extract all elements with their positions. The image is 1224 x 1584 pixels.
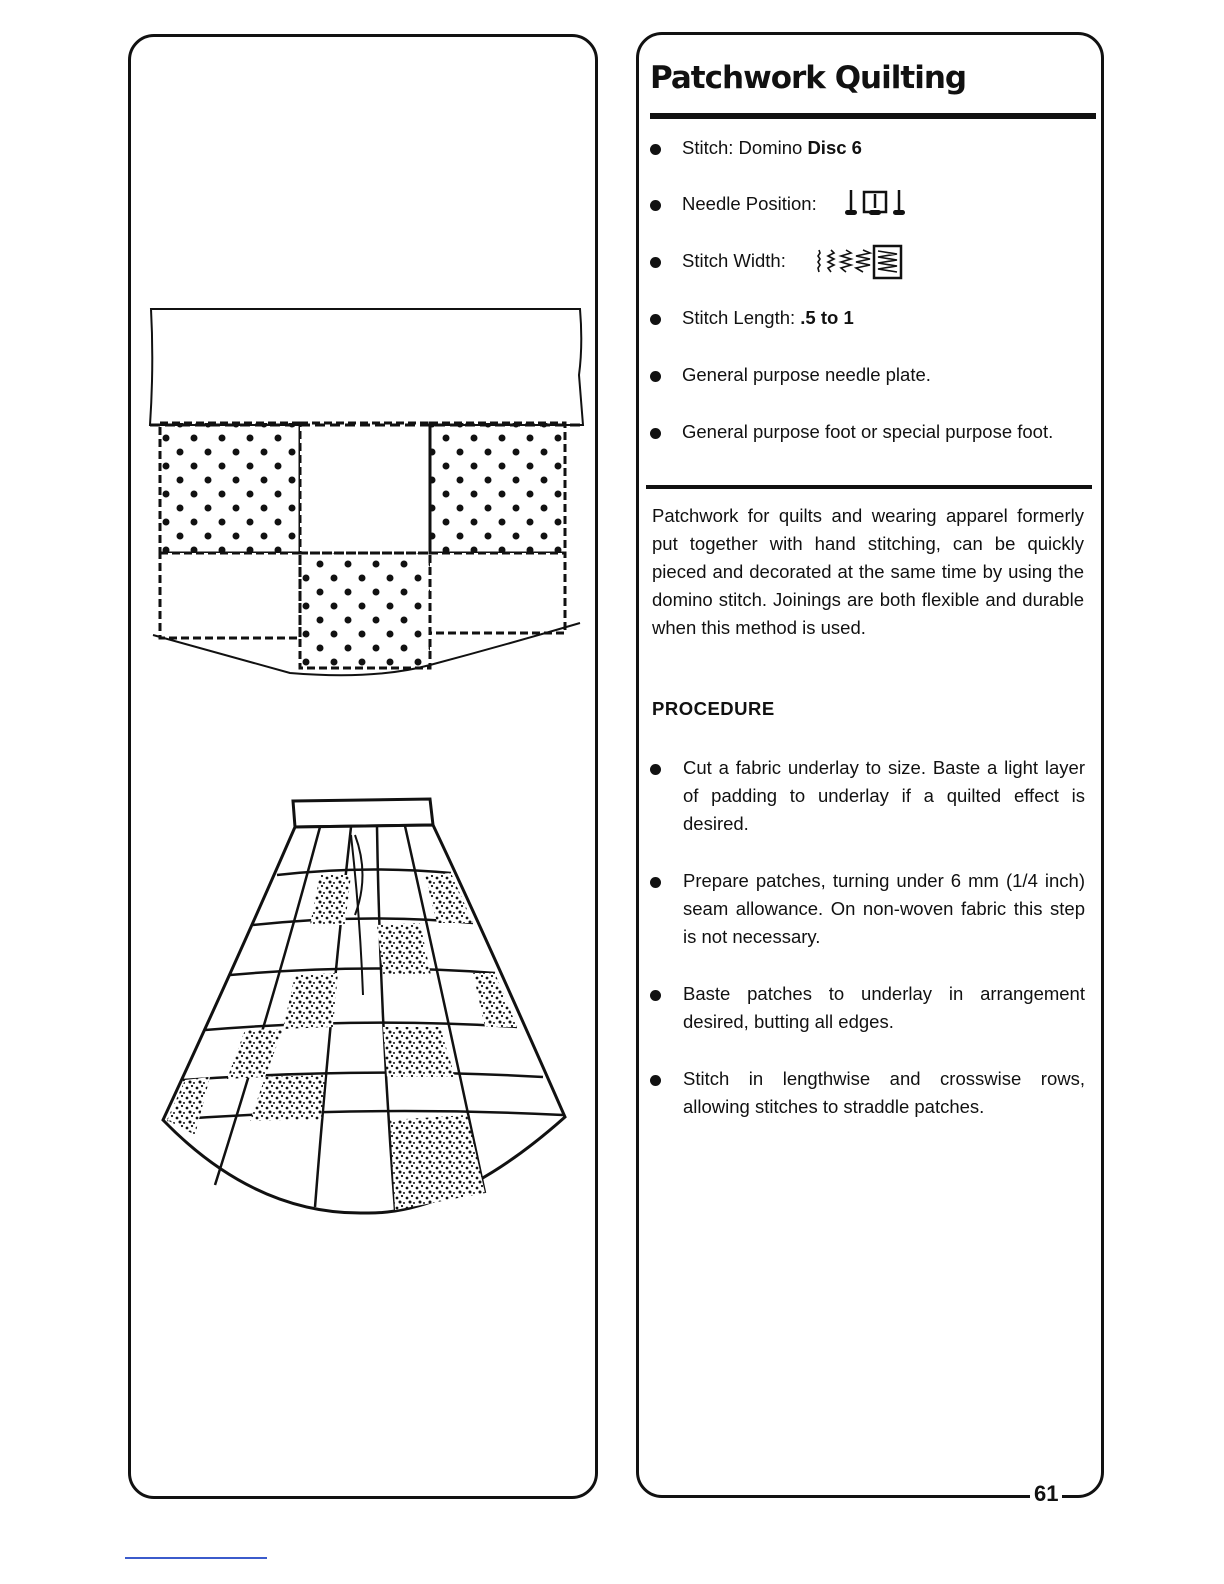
stitch-disc: Disc 6 bbox=[807, 137, 862, 158]
procedure-step-text: Prepare patches, turning under 6 mm (1/4 inch) seam allowance. On non-woven fabric this step is not necessary. bbox=[683, 870, 1085, 947]
page-number: 61 bbox=[1030, 1481, 1062, 1507]
page-title: Patchwork Quilting bbox=[650, 60, 967, 96]
bullet-icon bbox=[650, 257, 661, 268]
procedure-step-text: Stitch in lengthwise and crosswise rows, allowing stitches to straddle patches. bbox=[683, 1068, 1085, 1117]
patchwork-panel-icon bbox=[145, 305, 590, 685]
procedure-step-text: Cut a fabric underlay to size. Baste a light layer of padding to underlay if a quilted effect is desired. bbox=[683, 757, 1085, 834]
patchwork-skirt-icon bbox=[155, 795, 580, 1220]
stitch-label: Stitch: Domino bbox=[682, 137, 808, 158]
footer-link-line bbox=[125, 1557, 267, 1559]
stitch-length-value: .5 to 1 bbox=[800, 307, 854, 328]
foot-text: General purpose foot or special purpose foot. bbox=[682, 421, 1054, 442]
bullet-icon bbox=[650, 144, 661, 155]
intro-paragraph: Patchwork for quilts and wearing apparel formerly put together with hand stitching, can be quickly pieced and decorated at the same time by using the domino stitch. Joinings are both flexible and durable when this method is used. bbox=[652, 505, 1084, 638]
bullet-icon bbox=[650, 1075, 661, 1086]
bullet-icon bbox=[650, 877, 661, 888]
procedure-heading: PROCEDURE bbox=[652, 698, 775, 719]
needle-position-icon bbox=[843, 188, 907, 218]
bullet-icon bbox=[650, 200, 661, 211]
stitch-width-icon bbox=[815, 244, 905, 280]
needle-position-label: Needle Position: bbox=[682, 193, 817, 214]
stitch-width-label: Stitch Width: bbox=[682, 250, 786, 271]
stitch-length-label: Stitch Length: bbox=[682, 307, 801, 328]
bullet-icon bbox=[650, 371, 661, 382]
procedure-step-text: Baste patches to underlay in arrangement desired, butting all edges. bbox=[683, 983, 1085, 1032]
illustration-panel bbox=[128, 34, 598, 1499]
bullet-icon bbox=[650, 990, 661, 1001]
section-divider bbox=[646, 485, 1092, 489]
needle-plate-text: General purpose needle plate. bbox=[682, 364, 931, 385]
title-divider bbox=[650, 113, 1096, 119]
bullet-icon bbox=[650, 764, 661, 775]
bullet-icon bbox=[650, 428, 661, 439]
bullet-icon bbox=[650, 314, 661, 325]
